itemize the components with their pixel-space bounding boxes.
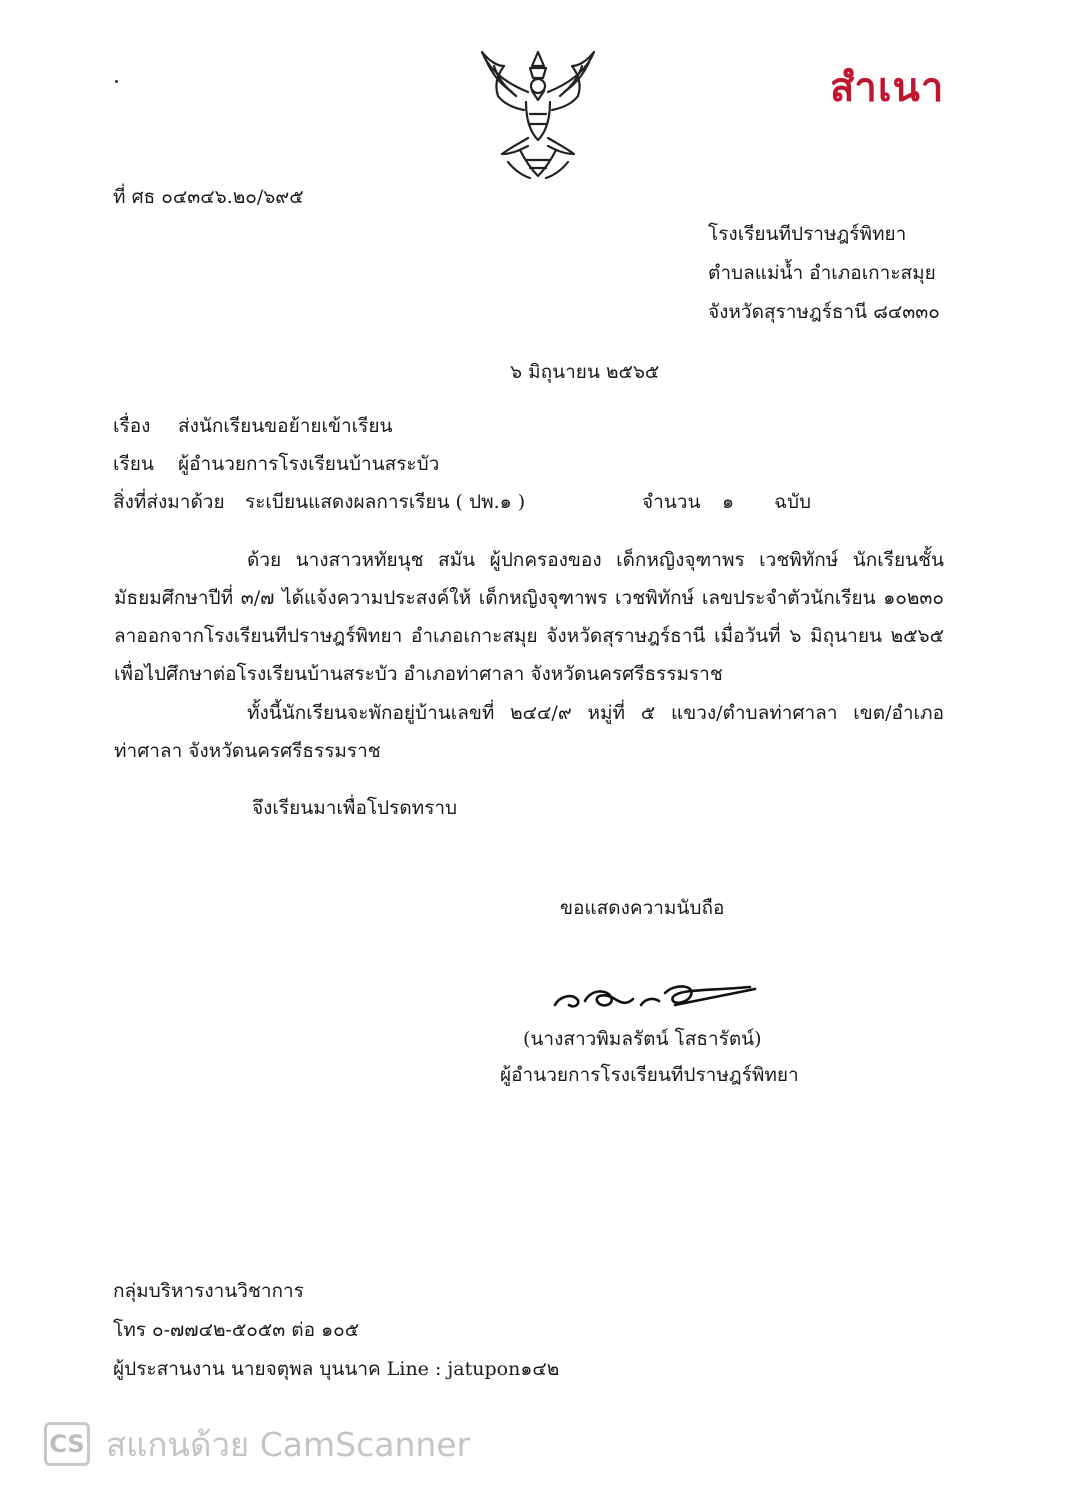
recipient-label: เรียน [113, 453, 154, 475]
enclosure-label: สิ่งที่ส่งมาด้วย [113, 491, 225, 513]
footer-phone: โทร ๐-๗๗๔๒-๕๐๕๓ ต่อ ๑๐๕ [113, 1319, 360, 1341]
body-line: เพื่อไปศึกษาต่อโรงเรียนบ้านสระบัว อำเภอท่าศาลา จังหวัดนครศรีธรรมราช [114, 663, 723, 685]
enclosure-unit: ฉบับ [774, 491, 812, 513]
body-line: ทั้งนี้นักเรียนจะพักอยู่บ้านเลขที่ ๒๔๔/๙ หมู่ที่ ๕ แขวง/ตำบลท่าศาลา เขต/อำเภอ [247, 702, 944, 724]
camscanner-logo-icon: CS [44, 1422, 90, 1466]
enclosure-qty: ๑ [722, 491, 735, 513]
enclosure-item: ระเบียนแสดงผลการเรียน ( ปพ.๑ ) [245, 491, 526, 513]
body-line: มัธยมศึกษาปีที่ ๓/๗ ได้แจ้งความประสงค์ให้ เด็กหญิงจุฑาพร เวชพิทักษ์ เลขประจำตัวนักเรียน ๑๐๒๓๐ [114, 587, 944, 609]
footer-department: กลุ่มบริหารงานวิชาการ [113, 1280, 304, 1302]
closing-salutation: ขอแสดงความนับถือ [560, 897, 725, 919]
sender-address-line1: ตำบลแม่น้ำ อำเภอเกาะสมุย [708, 262, 936, 284]
footer-coordinator: ผู้ประสานงาน นายจตุพล บุนนาค Line : jatupon๑๔๒ [113, 1358, 560, 1380]
copy-stamp: สำเนา [830, 65, 945, 111]
sender-address-line2: จังหวัดสุราษฎร์ธานี ๘๔๓๓๐ [708, 301, 940, 323]
recipient-value: ผู้อำนวยการโรงเรียนบ้านสระบัว [178, 453, 440, 475]
scan-speck [115, 80, 118, 83]
body-line: ท่าศาลา จังหวัดนครศรีธรรมราช [114, 740, 381, 762]
subject-value: ส่งนักเรียนขอย้ายเข้าเรียน [178, 415, 393, 437]
signer-name: (นางสาวพิมลรัตน์ โสธารัตน์) [523, 1028, 762, 1050]
handwritten-signature-icon [545, 975, 760, 1020]
body-paragraph-3: จึงเรียนมาเพื่อโปรดทราบ [252, 797, 458, 819]
letter-date: ๖ มิถุนายน ๒๕๖๕ [510, 361, 660, 383]
signer-title: ผู้อำนวยการโรงเรียนทีปราษฎร์พิทยา [500, 1064, 799, 1086]
subject-label: เรื่อง [113, 415, 151, 437]
body-line: ด้วย นางสาวหทัยนุช สมัน ผู้ปกครองของ เด็กหญิงจุฑาพร เวชพิทักษ์ นักเรียนชั้น [247, 549, 944, 571]
garuda-emblem-icon [468, 44, 608, 184]
sender-school: โรงเรียนทีปราษฎร์พิทยา [708, 223, 907, 245]
body-line: ลาออกจากโรงเรียนทีปราษฎร์พิทยา อำเภอเกาะสมุย จังหวัดสุราษฎร์ธานี เมื่อวันที่ ๖ มิถุนายน ๒๕๖๕ [114, 625, 944, 647]
camscanner-watermark: สแกนด้วย CamScanner [106, 1425, 471, 1464]
body-paragraph-1 [114, 541, 944, 693]
body-paragraph-2 [114, 694, 944, 770]
document-number: ที่ ศธ ๐๔๓๔๖.๒๐/๖๙๕ [113, 186, 304, 208]
enclosure-qty-label: จำนวน [642, 491, 701, 513]
